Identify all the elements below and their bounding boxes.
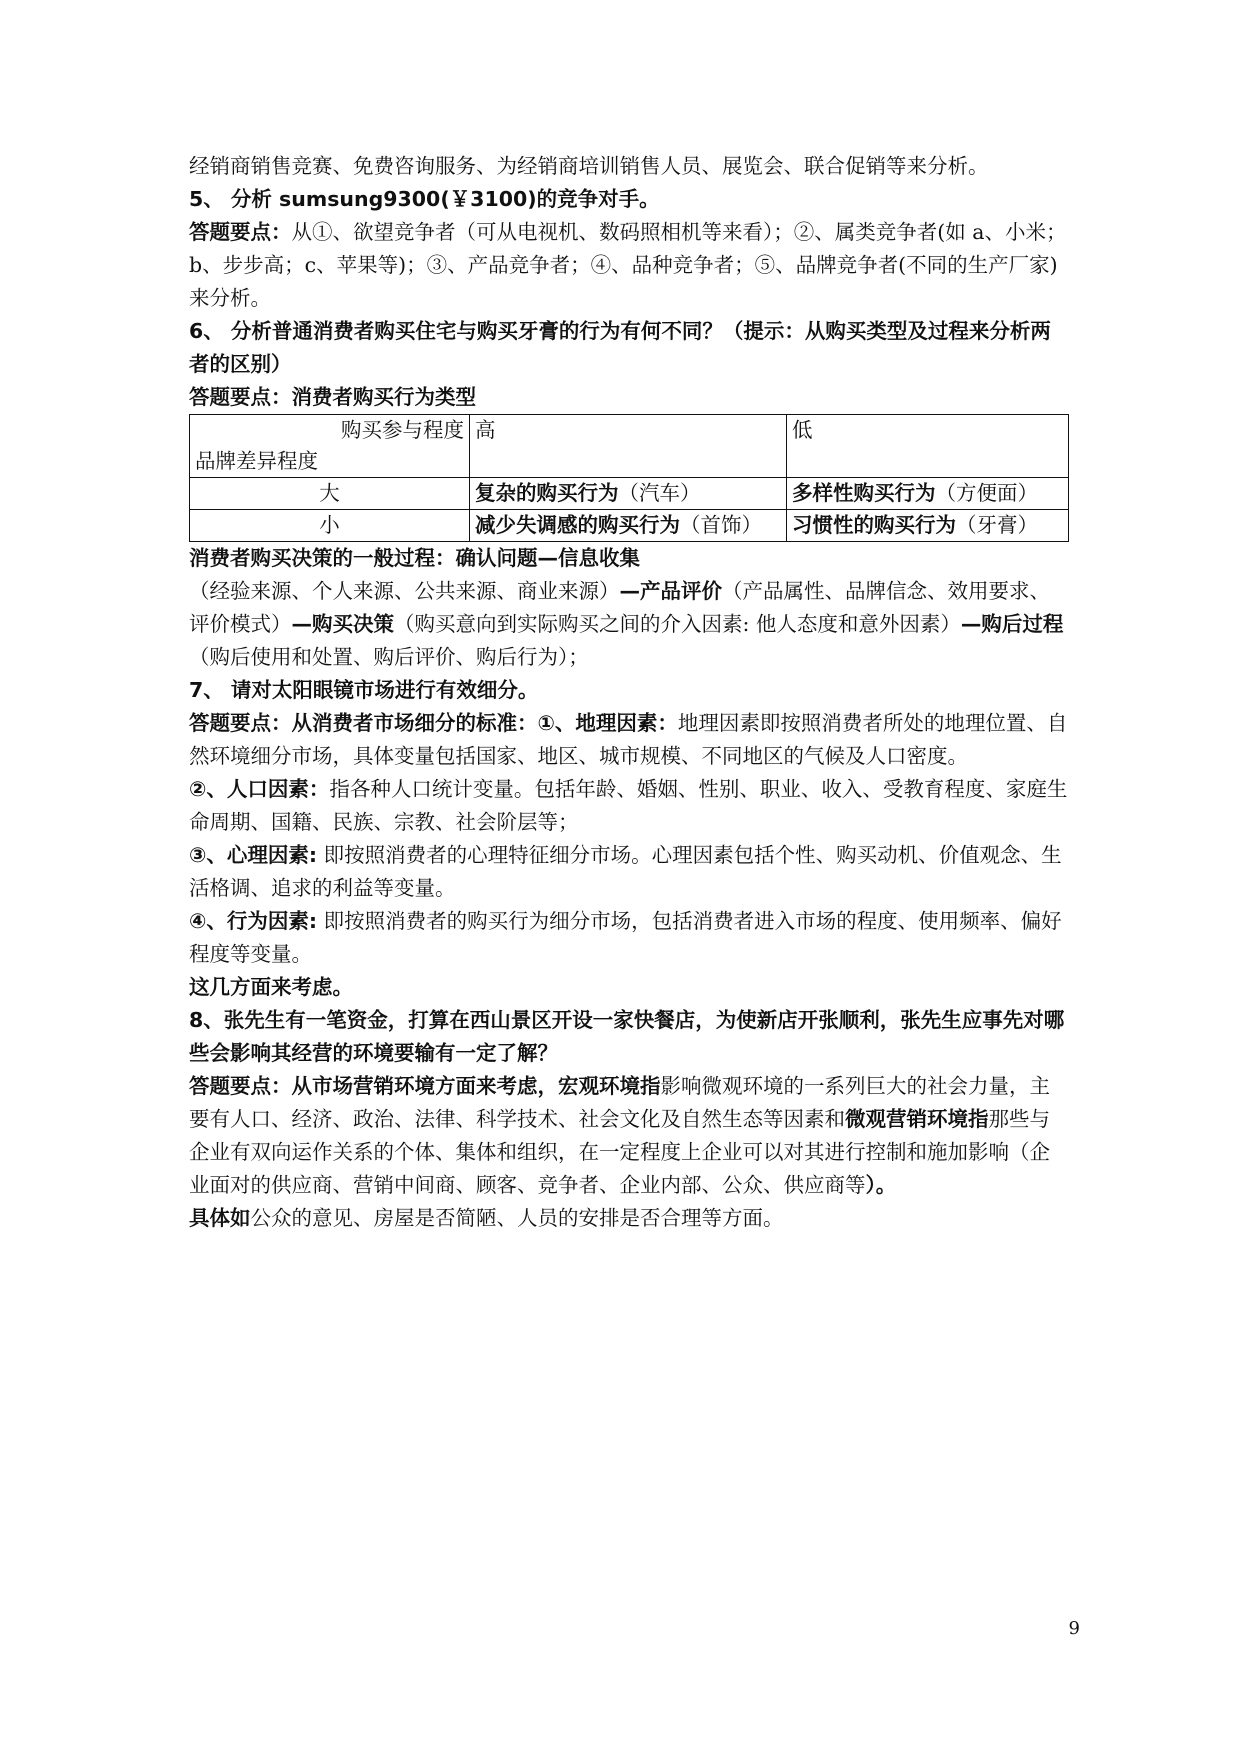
table-row xyxy=(190,510,1069,542)
process-note-1: （经验来源、个人来源、公共来源、商业来源） xyxy=(189,579,620,603)
header-low: 低 xyxy=(787,415,1069,478)
answer-7-beh xyxy=(189,905,1069,971)
table-row xyxy=(190,478,1069,510)
cell-bold: 多样性购买行为 xyxy=(792,481,936,505)
question-7-text: 7、 请对太阳眼镜市场进行有效细分。 xyxy=(189,678,539,702)
answer-8 xyxy=(189,1070,1069,1202)
question-6-text: 6、 分析普通消费者购买住宅与购买牙膏的行为有何不同？（提示：从购买类型及过程来分析两者的区别） xyxy=(189,319,1051,376)
table-cell xyxy=(469,478,786,510)
table-cell xyxy=(469,510,786,542)
table-corner-cell xyxy=(190,415,470,478)
answer-7-end-text: 这几方面来考虑。 xyxy=(189,975,353,999)
answer-8-example xyxy=(189,1202,1069,1235)
question-6 xyxy=(189,315,1069,381)
beh-factor-text: 即按照消费者的购买行为细分市场，包括消费者进入市场的程度、使用频率、偏好程度等变量。 xyxy=(189,909,1062,966)
purchase-behavior-table xyxy=(189,414,1069,542)
table-header-row xyxy=(190,415,1069,478)
answer-7-end xyxy=(189,971,1069,1004)
process-step-4: —购后过程 xyxy=(960,612,1064,636)
macro-env-text: 影响微观环境的一系列巨大的社会力量，主要有人口、经济、政治、法律、科学技术、社会文化及自然生态等因素和 xyxy=(189,1074,1050,1131)
cell-bold: 习惯性的购买行为 xyxy=(792,513,957,537)
table-cell xyxy=(787,510,1069,542)
pop-factor-text: 指各种人口统计变量。包括年龄、婚姻、性别、职业、收入、受教育程度、家庭生命周期、国籍、民族、宗教、社会阶层等； xyxy=(189,777,1068,834)
header-involvement-label: 购买参与程度 xyxy=(340,418,464,442)
answer-8-close: ）。 xyxy=(865,1173,897,1197)
process-note-3: （购买意向到实际购买之间的介入因素: 他人态度和意外因素） xyxy=(394,612,961,636)
header-high: 高 xyxy=(469,415,786,478)
page-content xyxy=(189,150,1069,1235)
question-5-text: 5、 分析 sumsung9300(￥3100)的竞争对手。 xyxy=(189,187,660,211)
pop-factor-label: ②、人口因素： xyxy=(189,777,330,801)
row-label: 大 xyxy=(190,478,470,510)
row-label: 小 xyxy=(190,510,470,542)
answer-7-geo xyxy=(189,707,1069,773)
decision-process xyxy=(189,542,1069,674)
example-text: 公众的意见、房屋是否简陋、人员的安排是否合理等方面。 xyxy=(250,1206,784,1230)
question-7 xyxy=(189,674,1069,707)
example-label: 具体如 xyxy=(189,1206,251,1230)
cell-bold: 减少失调感的购买行为 xyxy=(474,513,680,537)
psy-factor-text: 即按照消费者的心理特征细分市场。心理因素包括个性、购买动机、价值观念、生活格调、追求的利益等变量。 xyxy=(189,843,1062,900)
answer-5 xyxy=(189,216,1069,315)
cell-note: （牙膏） xyxy=(956,513,1039,537)
question-8-text: 8、张先生有一笔资金，打算在西山景区开设一家快餐店，为使新店开张顺利，张先生应事先对哪些会影响其经营的环境要输有一定了解？ xyxy=(189,1008,1065,1065)
cell-note: （方便面） xyxy=(935,481,1039,505)
answer-7-pop xyxy=(189,773,1069,839)
cell-note: （首饰） xyxy=(679,513,762,537)
cell-note: （汽车） xyxy=(618,481,701,505)
page-number: 9 xyxy=(1068,1618,1080,1639)
process-step-2: —产品评价 xyxy=(619,579,722,603)
macro-env-label: 答题要点：从市场营销环境方面来考虑，宏观环境指 xyxy=(189,1074,661,1098)
micro-env-text: 那些与企业有双向运作关系的个体、集体和组织，在一定程度上企业可以对其进行控制和施加影响（企业面对的供应商、营销中间商、顾客、竞争者、企业内部、公众、供应商等 xyxy=(189,1107,1050,1197)
answer-6-heading-text: 答题要点：消费者购买行为类型 xyxy=(189,385,476,409)
process-step-3: —购买决策 xyxy=(291,612,394,636)
header-brand-difference-label: 品牌差异程度 xyxy=(195,449,318,473)
table-cell xyxy=(787,478,1069,510)
process-note-4: （购后使用和处置、购后评价、购后行为）； xyxy=(189,645,589,669)
answer-5-text: 从①、欲望竞争者（可从电视机、数码照相机等来看）；②、属类竞争者(如 a、小米；b、步步高；c、苹果等)；③、产品竞争者；④、品种竞争者；⑤、品牌竞争者(不同的生产厂家)来分析。 xyxy=(189,220,1067,310)
answer-label: 答题要点： xyxy=(189,220,292,244)
answer-6-heading xyxy=(189,381,1069,414)
geo-factor-label: 答题要点：从消费者市场细分的标准：①、地理因素： xyxy=(189,711,678,735)
answer-7-psy xyxy=(189,839,1069,905)
cell-bold: 复杂的购买行为 xyxy=(474,481,619,505)
paragraph-intro: 经销商销售竞赛、免费咨询服务、为经销商培训销售人员、展览会、联合促销等来分析。 xyxy=(189,154,989,178)
process-note-2: （产品属性、品牌信念、效用要求、评价模式） xyxy=(189,579,1050,636)
geo-factor-text: 地理因素即按照消费者所处的地理位置、自然环境细分市场，具体变量包括国家、地区、城市规模、不同地区的气候及人口密度。 xyxy=(189,711,1068,768)
question-8 xyxy=(189,1004,1069,1070)
psy-factor-label: ③、心理因素: xyxy=(189,843,318,867)
micro-env-label: 微观营销环境指 xyxy=(845,1107,989,1131)
process-step-1: 消费者购买决策的一般过程：确认问题—信息收集 xyxy=(189,546,640,570)
question-5 xyxy=(189,183,1069,216)
beh-factor-label: ④、行为因素: xyxy=(189,909,318,933)
